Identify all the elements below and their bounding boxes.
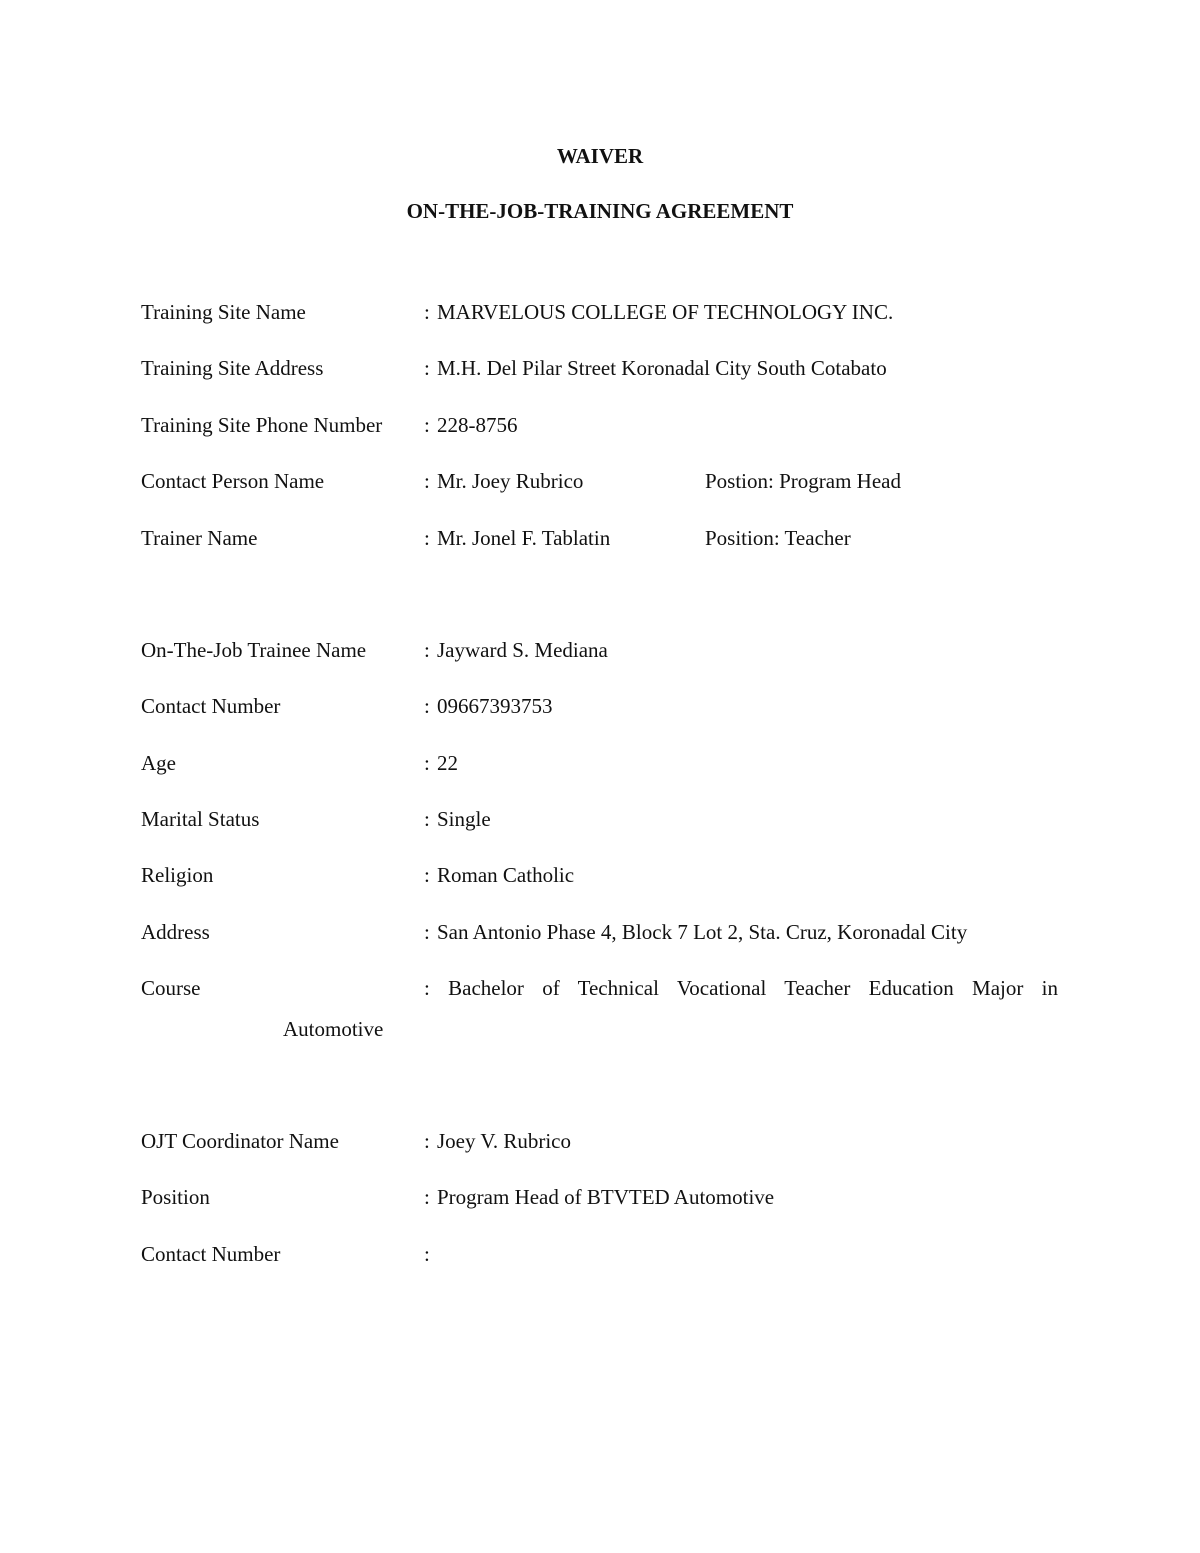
field-colon: : bbox=[424, 863, 430, 887]
field-value: 09667393753 bbox=[437, 694, 553, 718]
document-title: WAIVER bbox=[556, 144, 644, 168]
field-label: Religion bbox=[141, 863, 214, 887]
field-colon: : bbox=[424, 694, 430, 718]
field-colon: : bbox=[424, 638, 430, 662]
trainer-position: Position: Teacher bbox=[705, 526, 851, 550]
field-value: M.H. Del Pilar Street Koronadal City South Cotabato bbox=[437, 356, 887, 380]
field-label: Trainer Name bbox=[141, 526, 258, 550]
field-label: On-The-Job Trainee Name bbox=[141, 638, 367, 662]
field-colon: : bbox=[424, 1129, 430, 1153]
field-value: San Antonio Phase 4, Block 7 Lot 2, Sta. Cruz, Koronadal City bbox=[437, 920, 968, 944]
field-value: Program Head of BTVTED Automotive bbox=[437, 1185, 775, 1209]
field-colon: : bbox=[424, 300, 430, 324]
course-value-continued: Automotive bbox=[283, 1017, 384, 1041]
field-value: Roman Catholic bbox=[437, 863, 575, 887]
field-label: Address bbox=[141, 920, 210, 944]
field-label: Training Site Phone Number bbox=[141, 413, 383, 437]
document-subtitle: ON-THE-JOB-TRAINING AGREEMENT bbox=[406, 199, 794, 223]
field-label: OJT Coordinator Name bbox=[141, 1129, 339, 1153]
field-label: Training Site Address bbox=[141, 356, 324, 380]
field-value: Mr. Jonel F. Tablatin bbox=[437, 526, 611, 550]
field-colon: : bbox=[424, 751, 430, 775]
field-label: Course bbox=[141, 976, 201, 1000]
field-colon: : bbox=[424, 1242, 430, 1266]
field-colon: : bbox=[424, 1185, 430, 1209]
field-label: Training Site Name bbox=[141, 300, 306, 324]
field-value: 22 bbox=[437, 751, 458, 775]
field-label: Position bbox=[141, 1185, 210, 1209]
field-colon: : bbox=[424, 356, 430, 380]
field-value: Mr. Joey Rubrico bbox=[437, 469, 584, 493]
field-colon: : bbox=[424, 807, 430, 831]
field-colon: : bbox=[424, 413, 430, 437]
course-value: : Bachelor of Technical Vocational Teacher Education Major in bbox=[424, 976, 1058, 1000]
field-label: Contact Number bbox=[141, 1242, 281, 1266]
field-colon: : bbox=[424, 920, 430, 944]
contact-position: Postion: Program Head bbox=[705, 469, 901, 493]
field-label: Marital Status bbox=[141, 807, 260, 831]
field-label: Age bbox=[141, 751, 176, 775]
field-label: Contact Person Name bbox=[141, 469, 325, 493]
field-value: Single bbox=[437, 807, 491, 831]
field-value: Joey V. Rubrico bbox=[437, 1129, 571, 1153]
field-value: 228-8756 bbox=[437, 413, 518, 437]
field-value: Jayward S. Mediana bbox=[437, 638, 608, 662]
field-colon: : bbox=[424, 526, 430, 550]
field-value: MARVELOUS COLLEGE OF TECHNOLOGY INC. bbox=[437, 300, 894, 324]
field-colon: : bbox=[424, 469, 430, 493]
field-label: Contact Number bbox=[141, 694, 281, 718]
